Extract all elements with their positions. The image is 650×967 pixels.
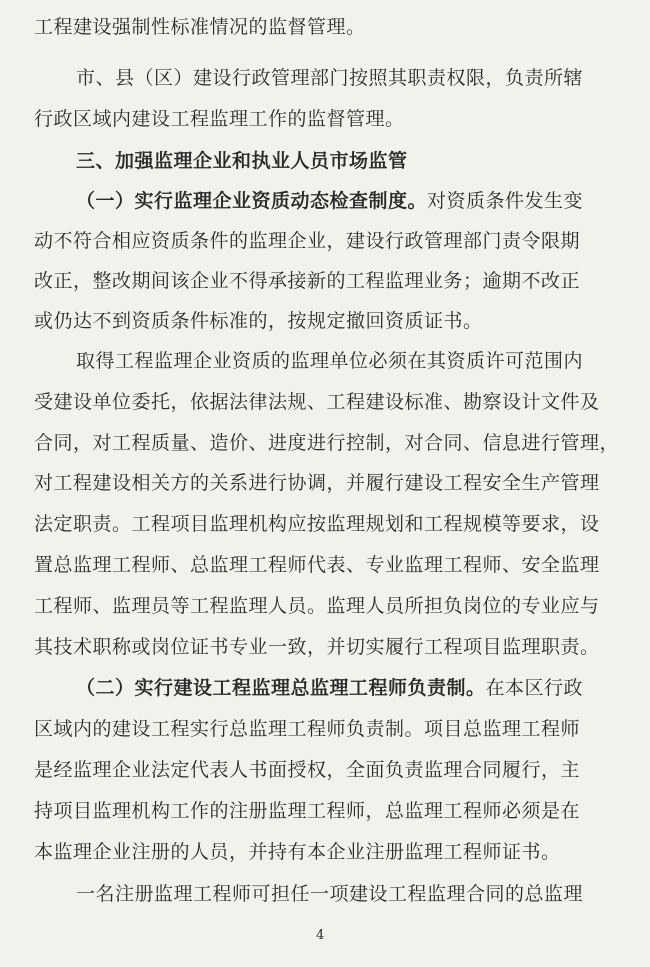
subsection-heading: （一）实行监理企业资质动态检查制度。 <box>76 190 428 212</box>
text-line: 法定职责。工程项目监理机构应按监理规划和工程规模等要求，设 <box>34 513 600 535</box>
section-heading: 三、加强监理企业和执业人员市场监管 <box>76 150 408 172</box>
subsection-heading: （二）实行建设工程监理总监理工程师负责制。 <box>76 677 486 699</box>
text-line: 区域内的建设工程实行总监理工程师负责制。项目总监理工程师 <box>34 718 581 740</box>
text-run: 在本区行政 <box>485 677 584 699</box>
text-line: 一名注册监理工程师可担任一项建设工程监理合同的总监理 <box>76 883 584 905</box>
text-line: 置总监理工程师、总监理工程师代表、专业监理工程师、安全监理 <box>34 554 600 576</box>
text-line <box>76 677 583 699</box>
text-line: 持项目监理机构工作的注册监理工程师，总监理工程师必须是在 <box>34 800 581 822</box>
text-line: 受建设单位委托，依据法律法规、工程建设标准、勘察设计文件及 <box>34 391 600 413</box>
text-line: 改正，整改期间该企业不得承接新的工程监理业务；逾期不改正 <box>34 270 581 292</box>
text-line <box>76 190 583 212</box>
text-line: 对工程建设相关方的关系进行协调，并履行建设工程安全生产管理 <box>34 472 600 494</box>
text-line: 行政区域内建设工程监理工作的监督管理。 <box>34 108 405 130</box>
text-line: 工程师、监理员等工程监理人员。监理人员所担负岗位的专业应与 <box>34 595 600 617</box>
text-run: 对资质条件发生变 <box>427 190 584 212</box>
text-line: 动不符合相应资质条件的监理企业，建设行政管理部门责令限期 <box>34 230 581 252</box>
page-number: 4 <box>316 928 325 943</box>
text-line: 取得工程监理企业资质的监理单位必须在其资质许可范围内 <box>76 350 584 372</box>
text-line: 是经监理企业法定代表人书面授权，全面负责监理合同履行，主 <box>34 759 581 781</box>
text-line: 本监理企业注册的人员，并持有本企业注册监理工程师证书。 <box>34 841 561 863</box>
text-line: 或仍达不到资质条件标准的，按规定撤回资质证书。 <box>34 310 483 332</box>
text-line: 市、县（区）建设行政管理部门按照其职责权限，负责所辖 <box>76 67 584 89</box>
text-line: 工程建设强制性标准情况的监督管理。 <box>34 16 366 38</box>
text-line: 合同，对工程质量、造价、进度进行控制，对合同、信息进行管理， <box>34 432 620 454</box>
text-line: 其技术职称或岗位证书专业一致，并切实履行工程项目监理职责。 <box>34 636 600 658</box>
